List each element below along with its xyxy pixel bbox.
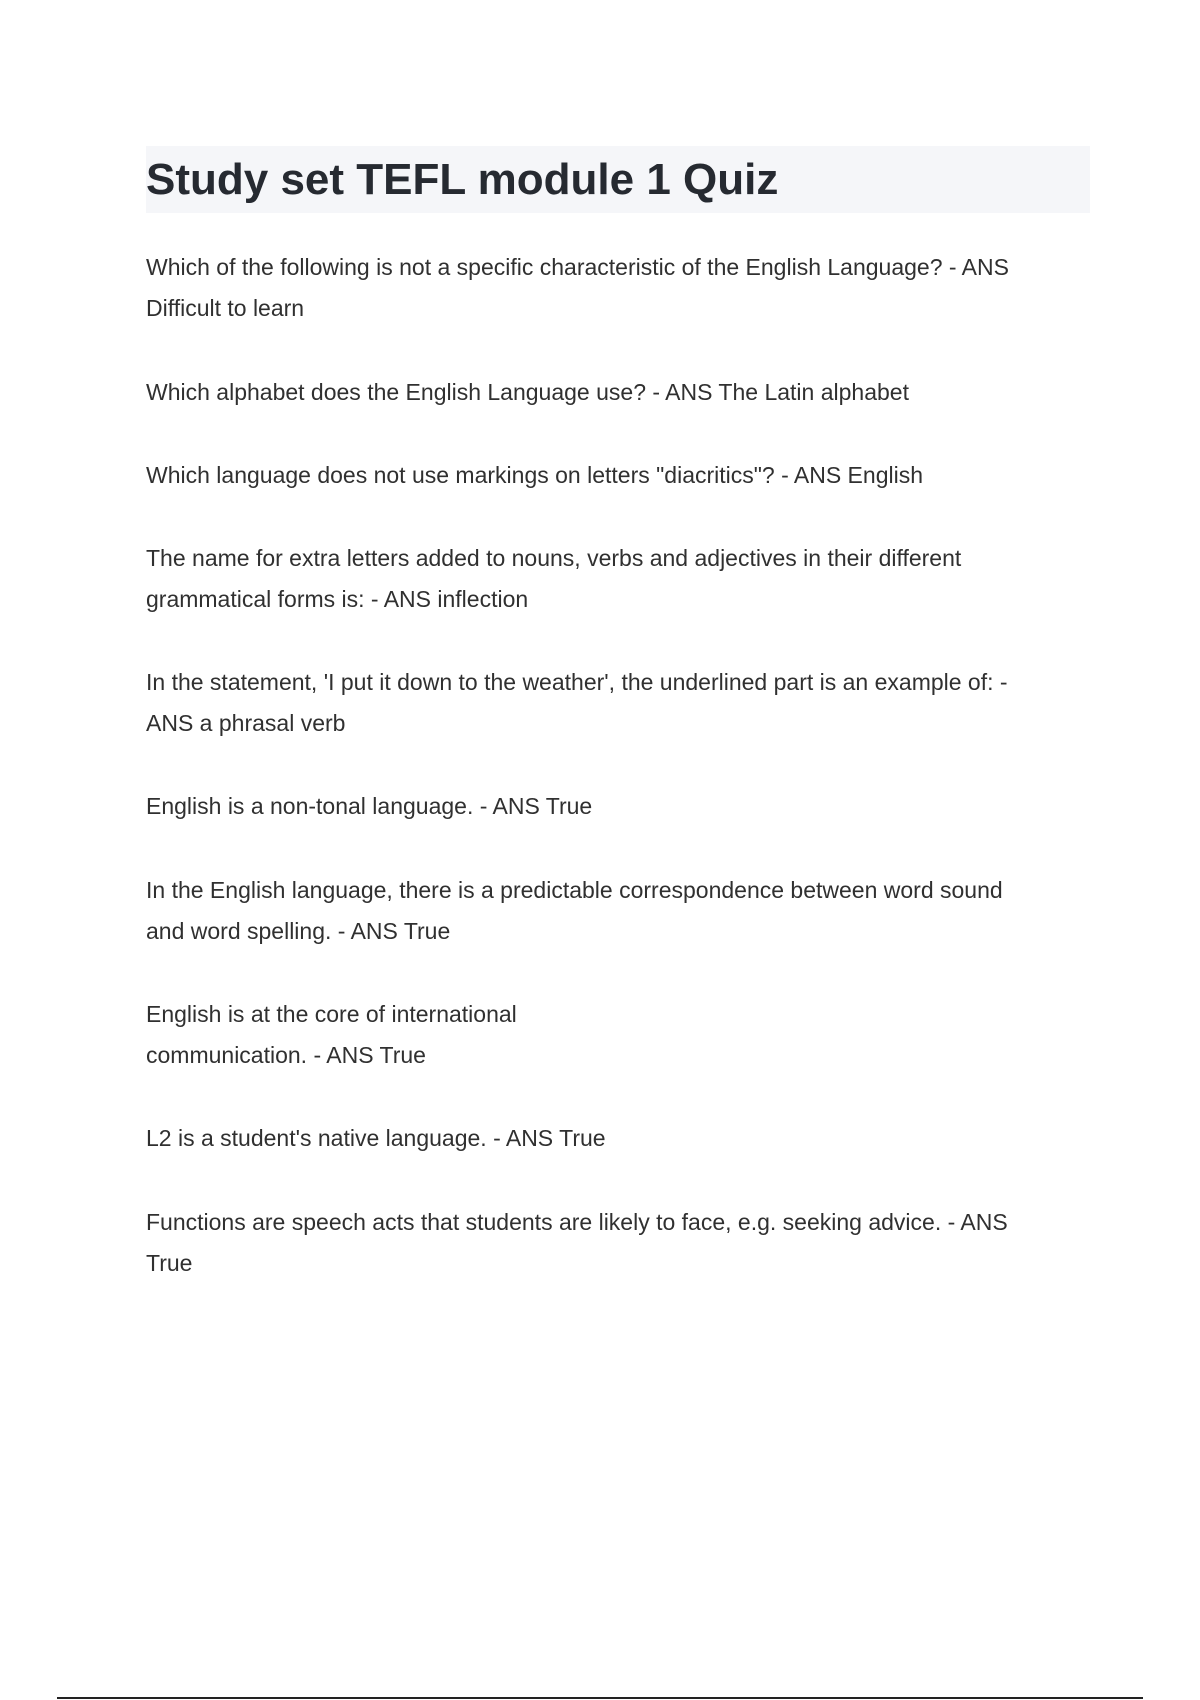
- qa-item: [146, 538, 1090, 620]
- qa-line: Difficult to learn: [146, 295, 305, 321]
- title-band: [146, 146, 1090, 213]
- qa-list: [146, 247, 1090, 1284]
- qa-item: [146, 870, 1090, 952]
- qa-line: L2 is a student's native language. - ANS True: [146, 1125, 606, 1151]
- qa-line: True: [146, 1250, 193, 1276]
- qa-line: grammatical forms is: - ANS inflection: [146, 586, 529, 612]
- qa-line: English is a non-tonal language. - ANS True: [146, 793, 593, 819]
- qa-item: [146, 994, 1090, 1076]
- qa-item: [146, 247, 1090, 329]
- qa-line: The name for extra letters added to nouns, verbs and adjectives in their different: [146, 545, 962, 571]
- qa-line: and word spelling. - ANS True: [146, 918, 451, 944]
- qa-line: Which language does not use markings on letters "diacritics"? - ANS English: [146, 462, 923, 488]
- qa-item: [146, 662, 1090, 744]
- qa-item: [146, 455, 1090, 496]
- qa-item: [146, 786, 1090, 827]
- qa-item: [146, 1202, 1090, 1284]
- qa-line: In the English language, there is a predictable correspondence between word sound: [146, 877, 1003, 903]
- qa-line: communication. - ANS True: [146, 1042, 426, 1068]
- qa-line: Which alphabet does the English Language use? - ANS The Latin alphabet: [146, 379, 909, 405]
- qa-item: [146, 372, 1090, 413]
- qa-line: In the statement, 'I put it down to the weather', the underlined part is an example of: -: [146, 669, 1008, 695]
- qa-line: ANS a phrasal verb: [146, 710, 346, 736]
- qa-line: English is at the core of international: [146, 1001, 517, 1027]
- qa-item: [146, 1118, 1090, 1159]
- qa-line: Which of the following is not a specific characteristic of the English Language? - ANS: [146, 254, 1009, 280]
- document-title: Study set TEFL module 1 Quiz: [146, 155, 779, 204]
- page-bottom-rule: [57, 1697, 1143, 1699]
- qa-line: Functions are speech acts that students are likely to face, e.g. seeking advice. - ANS: [146, 1209, 1008, 1235]
